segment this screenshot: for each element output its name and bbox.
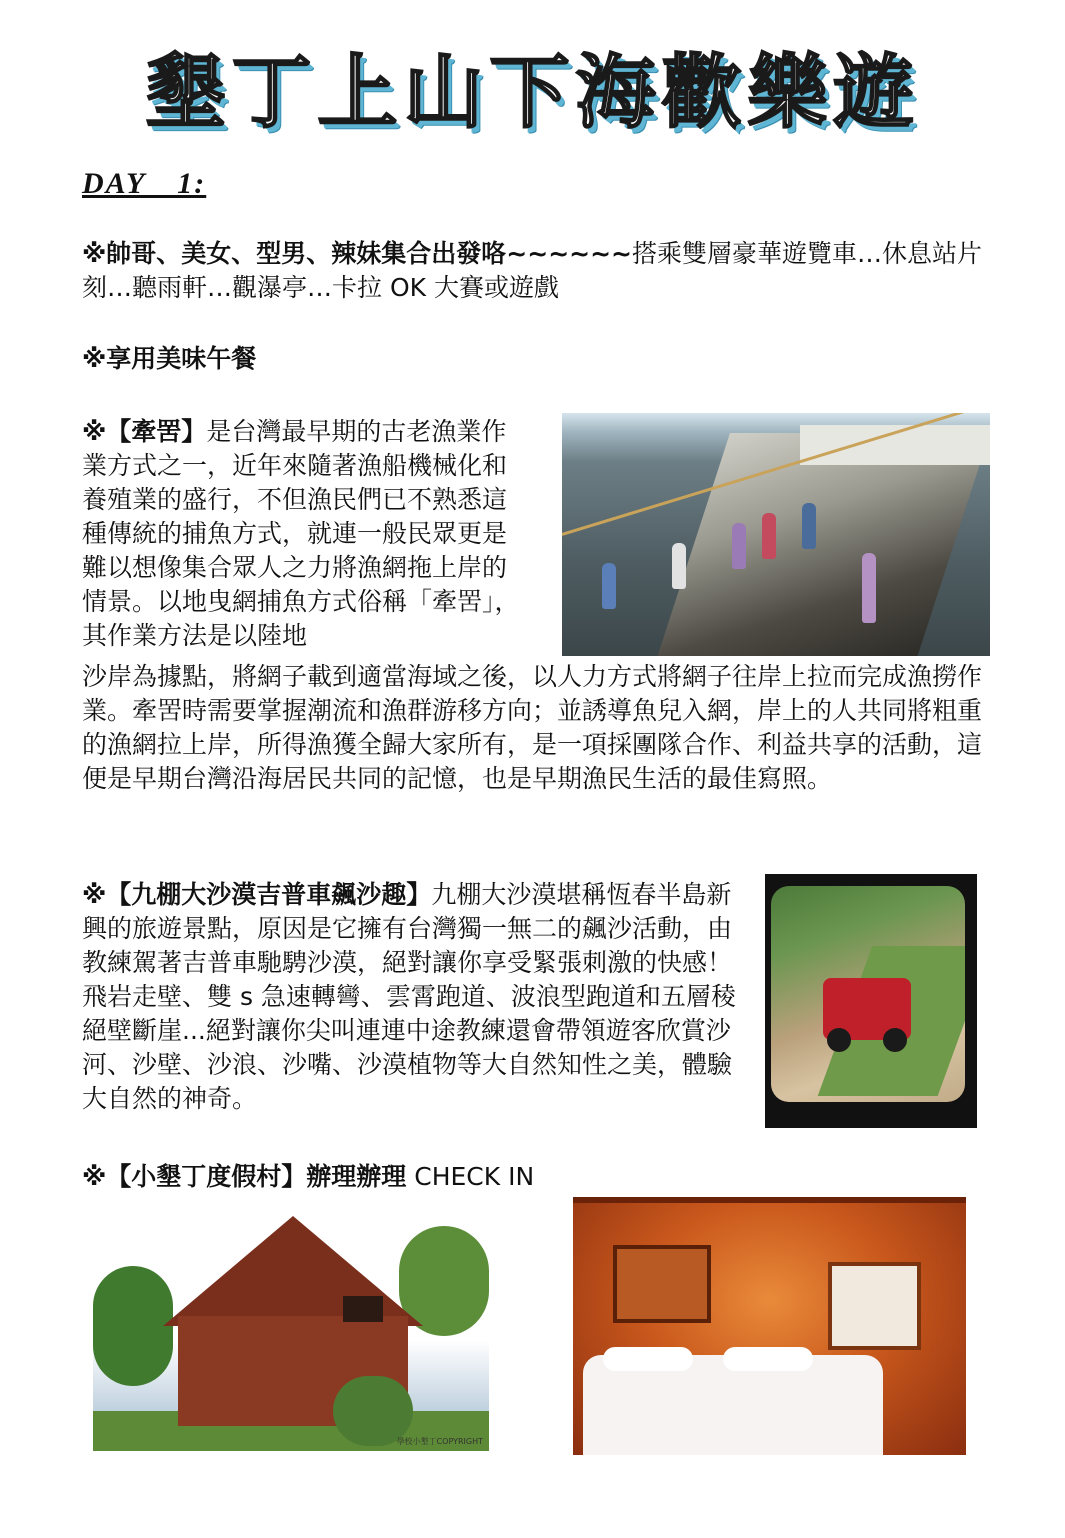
- jeep-text: 九棚大沙漠堪稱恆春半島新興的旅遊景點，原因是它擁有台灣獨一無二的飆沙活動，由教練駕著吉普車馳騁沙漠，絕對讓你享受緊張刺激的快感！飛岩走壁、雙 s 急速轉彎、雲霄跑道、波浪型跑道和五層稜絕壁斷崖...絕對讓你尖叫連連中途教練還會帶領遊客欣賞沙河、沙壁、沙浪、沙嘴、沙漠植物等大自然知性之美，體驗大自然的神奇。: [82, 880, 736, 1113]
- person-figure: [862, 553, 876, 623]
- qianzhu-text-1: 是台灣最早期的古老漁業作業方式之一，近年來隨著漁船機械化和養殖業的盛行，不但漁民們已不熟悉這種傳統的捕魚方式，就連一般民眾更是難以想像集合眾人之力將漁網拖上岸的情景。以地曳網捕魚方式俗稱「牽罟」，其作業方法是以陸地: [82, 417, 520, 650]
- qianzhu-heading: ※【牽罟】: [82, 417, 207, 446]
- jeep-paragraph: [82, 878, 742, 1116]
- tree-shape: [93, 1266, 173, 1386]
- wheel-shape: [883, 1028, 907, 1052]
- person-figure: [762, 513, 776, 559]
- page-title: 墾丁上山下海歡樂遊: [145, 46, 920, 139]
- jeep-photo: [765, 874, 977, 1128]
- person-figure: [802, 503, 816, 549]
- checkin-text: CHECK IN: [406, 1162, 535, 1191]
- gather-text: 搭乘雙層豪華遊覽車…休息站片刻…聽雨軒…觀瀑亭…卡拉 OK 大賽或遊戲: [82, 239, 983, 302]
- window-shape: [343, 1296, 383, 1322]
- ceiling-beam-shape: [573, 1197, 966, 1203]
- pillow-shape: [603, 1347, 693, 1371]
- fishing-net-photo: [562, 413, 990, 656]
- wheel-shape: [827, 1028, 851, 1052]
- jeep-heading: ※【九棚大沙漠吉普車飆沙趣】: [82, 880, 432, 909]
- person-figure: [602, 563, 616, 609]
- gather-heading: ※帥哥、美女、型男、辣妹集合出發咯~~~~~~: [82, 239, 632, 268]
- cabin-photo: [93, 1206, 489, 1451]
- checkin-paragraph: [82, 1160, 782, 1194]
- person-figure: [672, 543, 686, 589]
- room-window-shape: [828, 1262, 921, 1350]
- checkin-heading: ※【小墾丁度假村】辦理辦理: [82, 1162, 407, 1191]
- person-figure: [732, 523, 746, 569]
- wall-frame-shape: [613, 1245, 711, 1323]
- qianzhu-text-2: 沙岸為據點，將網子載到適當海域之後，以人力方式將網子往岸上拉而完成漁撈作業。牽罟時需要掌握潮流和漁群游移方向；並誘導魚兒入網，岸上的人共同將粗重的漁網拉上岸，所得漁獲全歸大家所有，是一項採團隊合作、利益共享的活動，這便是早期台灣沿海居民共同的記憶，也是早期漁民生活的最佳寫照。: [82, 662, 983, 793]
- qianzhu-paragraph: [82, 415, 524, 653]
- day-heading: DAY 1:: [82, 167, 207, 200]
- photo-copyright: 學校小墾丁COPYRIGHT: [396, 1437, 483, 1446]
- pillow-shape: [723, 1347, 813, 1371]
- jeep-photo-frame: [771, 886, 965, 1102]
- gather-paragraph: [82, 237, 992, 305]
- room-photo: [573, 1197, 966, 1455]
- shore-shape: [655, 433, 990, 656]
- lunch-heading: ※享用美味午餐: [82, 344, 257, 373]
- roof-shape: [163, 1216, 423, 1326]
